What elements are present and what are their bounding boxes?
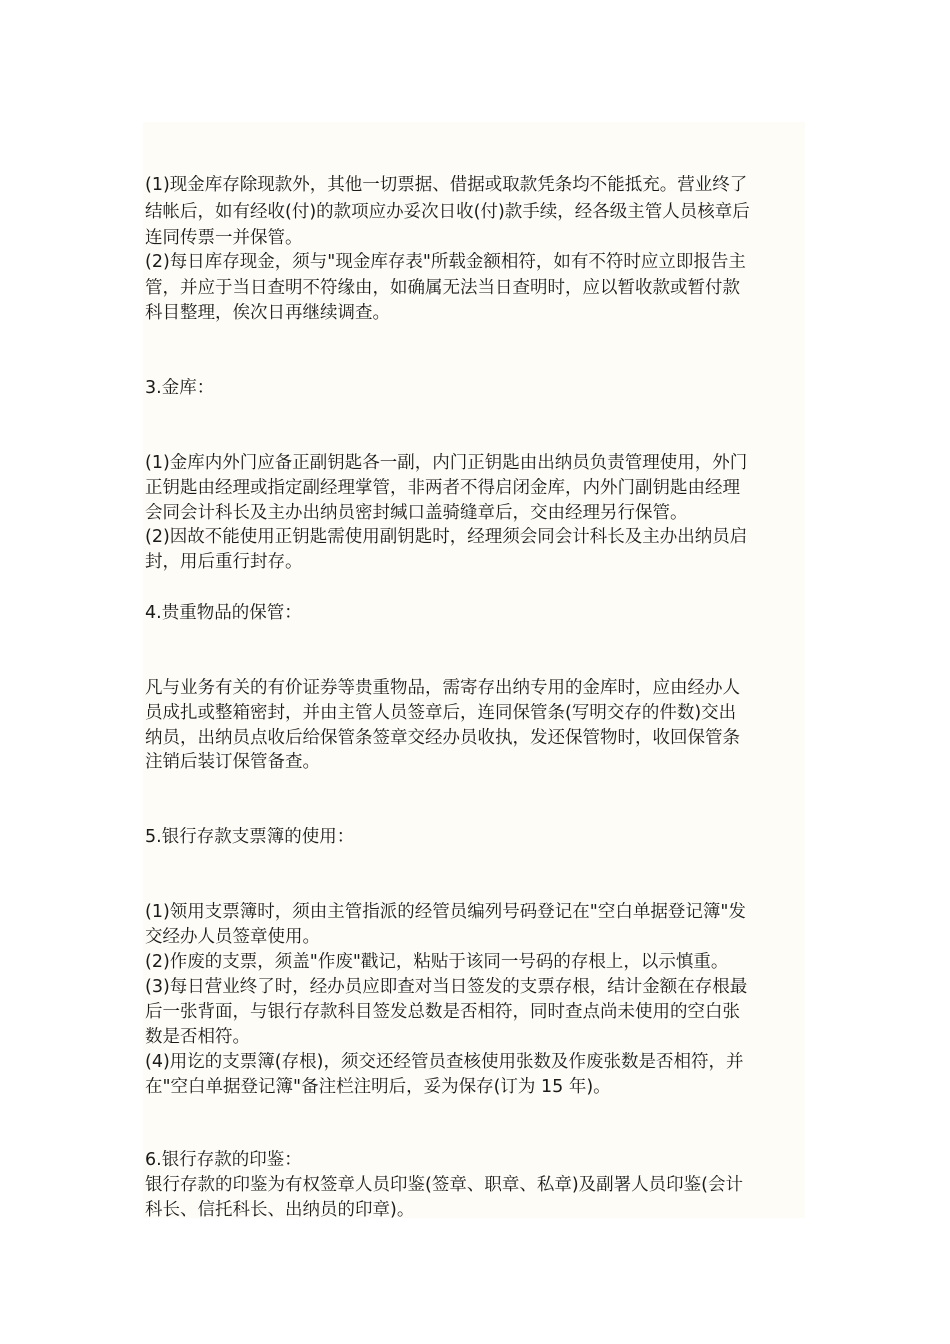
text-line: (2)每日库存现金，须与"现金库存表"所载金额相符，如有不符时应立即报告主 [145,252,746,272]
text-line: 后一张背面，与银行存款科目签发总数是否相符，同时查点尚未使用的空白张 [145,1002,740,1022]
text-line: 正钥匙由经理或指定副经理掌管，非两者不得启闭金库，内外门副钥匙由经理 [145,478,740,498]
text-line: 连同传票一并保管。 [145,228,303,248]
text-line: 纳员，出纳员点收后给保管条签章交经办员收执，发还保管物时，收回保管条 [145,728,740,748]
text-line: (3)每日营业终了时，经办员应即查对当日签发的支票存根，结计金额在存根最 [145,977,748,997]
section-heading: 6.银行存款的印鉴： [145,1150,302,1170]
text-line: 科长、信托科长、出纳员的印章)。 [145,1200,415,1220]
text-line: 在"空白单据登记簿"备注栏注明后，妥为保存(订为 15 年)。 [145,1077,611,1097]
text-line: (1)现金库存除现款外，其他一切票据、借据或取款凭条均不能抵充。营业终了 [145,175,748,195]
section-heading: 3.金库： [145,378,215,398]
section-heading: 5.银行存款支票簿的使用： [145,827,355,847]
section-heading: 4.贵重物品的保管： [145,603,302,623]
text-line: 结帐后，如有经收(付)的款项应办妥次日收(付)款手续，经各级主管人员核章后 [145,202,750,222]
text-line: (4)用讫的支票簿(存根)，须交还经管员查核使用张数及作废张数是否相符，并 [145,1052,744,1072]
text-line: (1)金库内外门应备正副钥匙各一副，内门正钥匙由出纳员负责管理使用，外门 [145,453,748,473]
text-line: 员成扎或整箱密封，并由主管人员签章后，连同保管条(写明交存的件数)交出 [145,703,737,723]
text-line: (1)领用支票簿时，须由主管指派的经管员编列号码登记在"空白单据登记簿"发 [145,902,746,922]
text-line: 注销后装订保管备查。 [145,752,320,772]
text-line: 封，用后重行封存。 [145,552,303,572]
text-line: 交经办人员签章使用。 [145,927,320,947]
text-line: 凡与业务有关的有价证券等贵重物品，需寄存出纳专用的金库时，应由经办人 [145,678,740,698]
text-line: 数是否相符。 [145,1027,250,1047]
text-line: (2)作废的支票，须盖"作废"戳记，粘贴于该同一号码的存根上，以示慎重。 [145,952,729,972]
text-line: 银行存款的印鉴为有权签章人员印鉴(签章、职章、私章)及副署人员印鉴(会计 [145,1175,743,1195]
text-line: 科目整理，俟次日再继续调查。 [145,303,390,323]
text-line: (2)因故不能使用正钥匙需使用副钥匙时，经理须会同会计科长及主办出纳员启 [145,527,748,547]
text-line: 会同会计科长及主办出纳员密封缄口盖骑缝章后，交由经理另行保管。 [145,503,688,523]
text-line: 管，并应于当日查明不符缘由，如确属无法当日查明时，应以暂收款或暂付款 [145,278,740,298]
